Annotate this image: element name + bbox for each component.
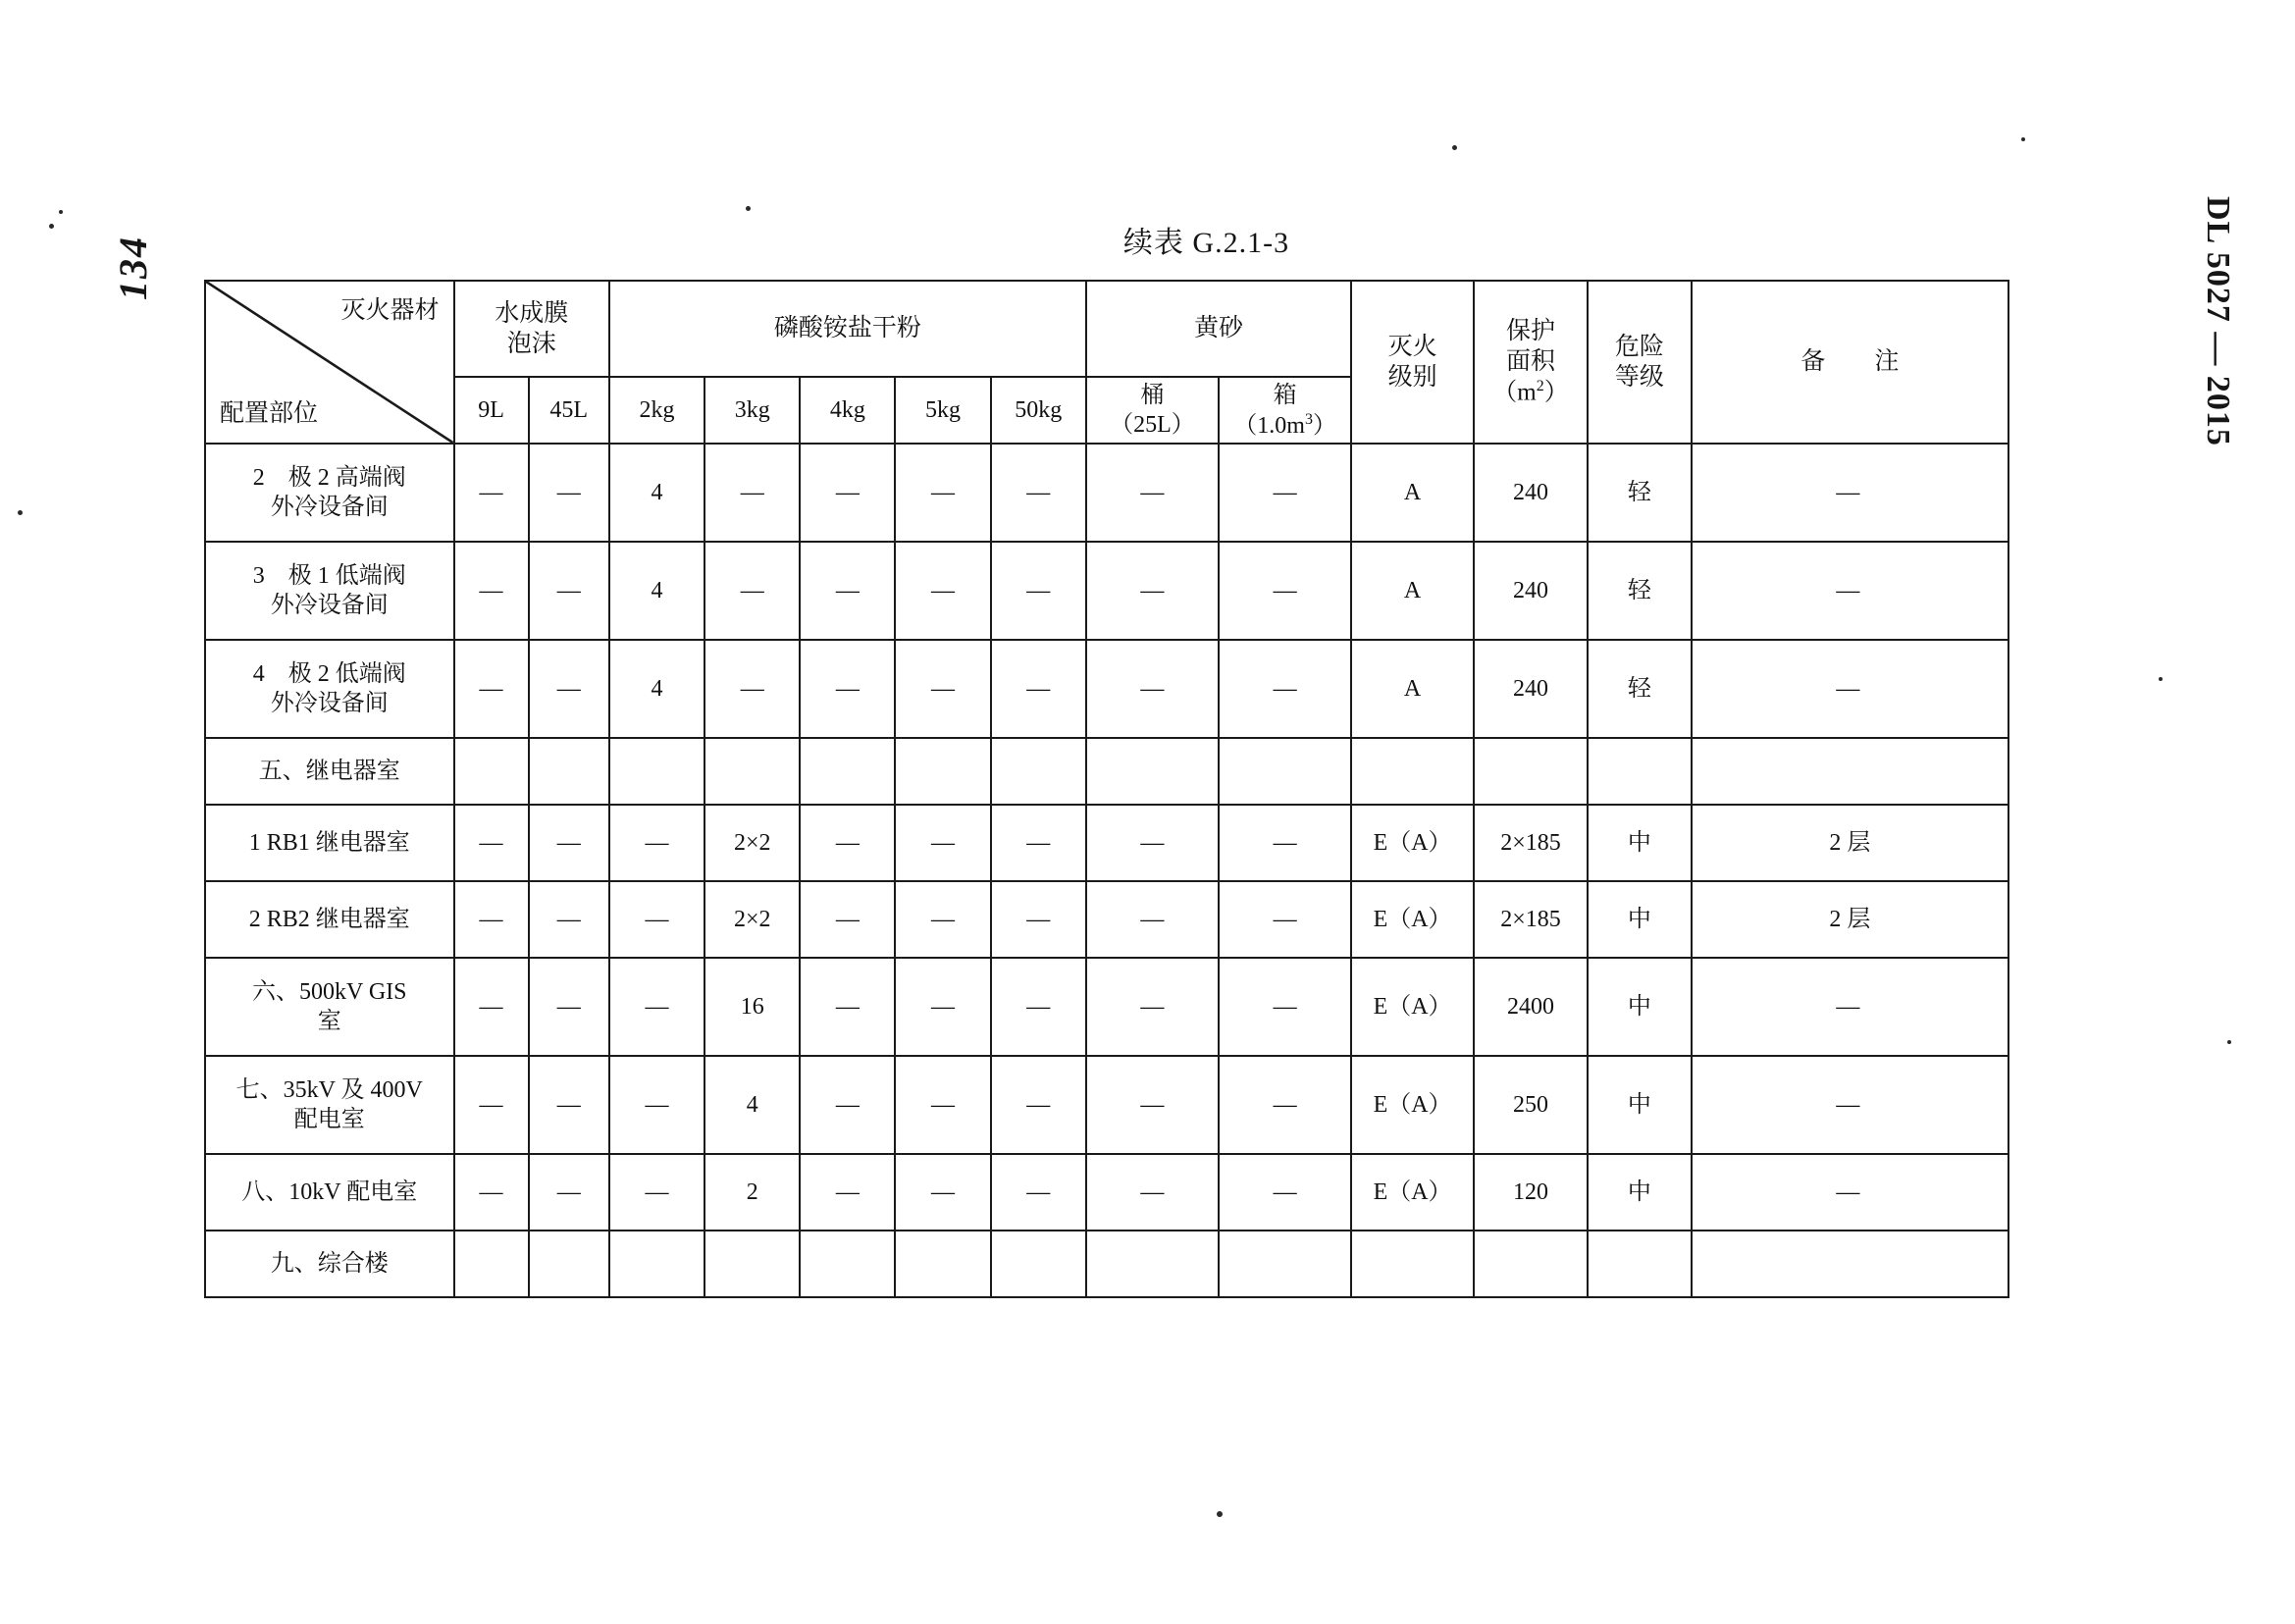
cell-protect-area: 240 bbox=[1474, 444, 1588, 542]
cell-powder-3kg bbox=[704, 1231, 800, 1297]
row-label-section: 九、综合楼 bbox=[205, 1231, 454, 1297]
cell-powder-50kg: — bbox=[991, 958, 1086, 1056]
cell-powder-2kg: 4 bbox=[609, 542, 704, 640]
cell-sand-box: — bbox=[1219, 640, 1351, 738]
cell-risk-level: 中 bbox=[1588, 958, 1692, 1056]
row-label: 六、500kV GIS 室 bbox=[205, 958, 454, 1056]
cell-powder-5kg bbox=[895, 738, 990, 805]
subheader-powder-50kg: 50kg bbox=[991, 377, 1086, 444]
cell-powder-5kg: — bbox=[895, 805, 990, 881]
cell-powder-3kg: — bbox=[704, 640, 800, 738]
row-label: 八、10kV 配电室 bbox=[205, 1154, 454, 1231]
table-row-section bbox=[205, 1231, 2008, 1297]
cell-protect-area: 250 bbox=[1474, 1056, 1588, 1154]
cell-foam-45l: — bbox=[529, 805, 609, 881]
cell-risk-level bbox=[1588, 1231, 1692, 1297]
cell-foam-45l: — bbox=[529, 958, 609, 1056]
cell-fire-class: E（A） bbox=[1351, 1056, 1474, 1154]
cell-powder-4kg bbox=[800, 1231, 895, 1297]
cell-powder-50kg: — bbox=[991, 542, 1086, 640]
cell-powder-2kg: — bbox=[609, 805, 704, 881]
cell-sand-bucket: — bbox=[1086, 640, 1219, 738]
cell-powder-5kg: — bbox=[895, 542, 990, 640]
page-number: 134 bbox=[111, 236, 155, 300]
table-row bbox=[205, 1056, 2008, 1154]
cell-powder-5kg: — bbox=[895, 1056, 990, 1154]
cell-powder-4kg: — bbox=[800, 542, 895, 640]
cell-remark: 2 层 bbox=[1692, 805, 2008, 881]
cell-foam-9l: — bbox=[454, 881, 529, 958]
cell-foam-9l: — bbox=[454, 1154, 529, 1231]
table-row-section bbox=[205, 738, 2008, 805]
cell-sand-bucket: — bbox=[1086, 958, 1219, 1056]
cell-powder-5kg: — bbox=[895, 881, 990, 958]
cell-remark: — bbox=[1692, 1056, 2008, 1154]
group-header-dry-powder: 磷酸铵盐干粉 bbox=[609, 281, 1086, 377]
table-caption-text: 续表 G.2.1-3 bbox=[1122, 227, 1290, 259]
subheader-powder-3kg: 3kg bbox=[704, 377, 800, 444]
cell-sand-bucket: — bbox=[1086, 805, 1219, 881]
cell-fire-class: A bbox=[1351, 444, 1474, 542]
cell-powder-3kg: 2×2 bbox=[704, 881, 800, 958]
cell-foam-9l: — bbox=[454, 542, 529, 640]
cell-powder-50kg: — bbox=[991, 805, 1086, 881]
cell-protect-area bbox=[1474, 1231, 1588, 1297]
row-label: 七、35kV 及 400V 配电室 bbox=[205, 1056, 454, 1154]
cell-protect-area: 240 bbox=[1474, 542, 1588, 640]
subheader-foam-45l: 45L bbox=[529, 377, 609, 444]
cell-risk-level: 中 bbox=[1588, 1154, 1692, 1231]
cell-powder-5kg: — bbox=[895, 444, 990, 542]
cell-foam-9l bbox=[454, 738, 529, 805]
cell-risk-level: 中 bbox=[1588, 881, 1692, 958]
cell-powder-4kg: — bbox=[800, 881, 895, 958]
cell-sand-box: — bbox=[1219, 444, 1351, 542]
group-header-foam-line1: 水成膜 bbox=[495, 299, 569, 327]
print-speck bbox=[746, 206, 751, 211]
cell-powder-2kg: 4 bbox=[609, 444, 704, 542]
row-label: 4 极 2 低端阀 外冷设备间 bbox=[205, 640, 454, 738]
subheader-sand-box: 箱 $(1.0m^3)$ bbox=[1219, 377, 1351, 444]
print-speck bbox=[2227, 1040, 2231, 1044]
cell-powder-50kg: — bbox=[991, 444, 1086, 542]
cell-powder-50kg bbox=[991, 1231, 1086, 1297]
cell-powder-5kg: — bbox=[895, 958, 990, 1056]
table-row bbox=[205, 805, 2008, 881]
cell-sand-box: — bbox=[1219, 805, 1351, 881]
header-remark: 备 注 bbox=[1692, 281, 2008, 444]
cell-sand-box bbox=[1219, 1231, 1351, 1297]
cell-remark: — bbox=[1692, 1154, 2008, 1231]
cell-powder-50kg: — bbox=[991, 1056, 1086, 1154]
cell-remark: — bbox=[1692, 444, 2008, 542]
cell-protect-area: 2400 bbox=[1474, 958, 1588, 1056]
cell-foam-45l: — bbox=[529, 1154, 609, 1231]
group-header-foam-line2: 泡沫 bbox=[506, 331, 556, 357]
cell-foam-9l: — bbox=[454, 1056, 529, 1154]
cell-remark bbox=[1692, 738, 2008, 805]
cell-powder-2kg bbox=[609, 738, 704, 805]
cell-powder-5kg: — bbox=[895, 1154, 990, 1231]
cell-sand-box: — bbox=[1219, 881, 1351, 958]
cell-fire-class: E（A） bbox=[1351, 958, 1474, 1056]
cell-powder-3kg: 2 bbox=[704, 1154, 800, 1231]
cell-foam-45l: — bbox=[529, 542, 609, 640]
subheader-sand-bucket: 桶 （25L） bbox=[1086, 377, 1219, 444]
print-speck bbox=[1452, 145, 1457, 150]
table-row bbox=[205, 542, 2008, 640]
cell-foam-9l: — bbox=[454, 805, 529, 881]
cell-powder-3kg: 16 bbox=[704, 958, 800, 1056]
row-label: 2 极 2 高端阀 外冷设备间 bbox=[205, 444, 454, 542]
row-label: 1 RB1 继电器室 bbox=[205, 805, 454, 881]
cell-sand-box: — bbox=[1219, 542, 1351, 640]
header-row-groups bbox=[205, 281, 2008, 377]
cell-risk-level: 中 bbox=[1588, 805, 1692, 881]
subheader-powder-2kg: 2kg bbox=[609, 377, 704, 444]
corner-bottom-label: 配置部位 bbox=[220, 399, 319, 427]
cell-powder-2kg: — bbox=[609, 1056, 704, 1154]
header-risk-level: 危险 等级 bbox=[1588, 281, 1692, 444]
cell-foam-9l: — bbox=[454, 640, 529, 738]
cell-powder-2kg: — bbox=[609, 958, 704, 1056]
table-row bbox=[205, 640, 2008, 738]
row-label: 3 极 1 低端阀 外冷设备间 bbox=[205, 542, 454, 640]
cell-fire-class: A bbox=[1351, 542, 1474, 640]
cell-risk-level bbox=[1588, 738, 1692, 805]
cell-foam-45l: — bbox=[529, 881, 609, 958]
cell-powder-5kg bbox=[895, 1231, 990, 1297]
cell-fire-class bbox=[1351, 1231, 1474, 1297]
cell-powder-4kg bbox=[800, 738, 895, 805]
cell-protect-area: 2×185 bbox=[1474, 881, 1588, 958]
cell-protect-area: 240 bbox=[1474, 640, 1588, 738]
cell-fire-class: E（A） bbox=[1351, 881, 1474, 958]
table-row bbox=[205, 958, 2008, 1056]
cell-powder-50kg: — bbox=[991, 640, 1086, 738]
cell-powder-50kg bbox=[991, 738, 1086, 805]
cell-risk-level: 轻 bbox=[1588, 640, 1692, 738]
cell-powder-4kg: — bbox=[800, 444, 895, 542]
header-protect-area: 保护 面积 $(m^2)$ bbox=[1474, 281, 1588, 444]
cell-fire-class: A bbox=[1351, 640, 1474, 738]
cell-remark bbox=[1692, 1231, 2008, 1297]
group-header-sand: 黄砂 bbox=[1086, 281, 1351, 377]
cell-foam-9l bbox=[454, 1231, 529, 1297]
cell-powder-5kg: — bbox=[895, 640, 990, 738]
cell-powder-50kg: — bbox=[991, 881, 1086, 958]
cell-fire-class bbox=[1351, 738, 1474, 805]
cell-powder-4kg: — bbox=[800, 805, 895, 881]
cell-foam-45l bbox=[529, 738, 609, 805]
cell-powder-4kg: — bbox=[800, 1154, 895, 1231]
subheader-foam-9l: 9L bbox=[454, 377, 529, 444]
cell-powder-4kg: — bbox=[800, 640, 895, 738]
cell-foam-9l: — bbox=[454, 958, 529, 1056]
print-speck bbox=[1217, 1511, 1223, 1517]
cell-sand-box: — bbox=[1219, 1056, 1351, 1154]
cell-fire-class: E（A） bbox=[1351, 805, 1474, 881]
row-label: 2 RB2 继电器室 bbox=[205, 881, 454, 958]
cell-powder-3kg: 4 bbox=[704, 1056, 800, 1154]
cell-protect-area bbox=[1474, 738, 1588, 805]
group-header-foam bbox=[454, 281, 609, 377]
print-speck bbox=[18, 510, 23, 515]
cell-sand-bucket: — bbox=[1086, 1056, 1219, 1154]
subheader-powder-5kg: 5kg bbox=[895, 377, 990, 444]
cell-sand-bucket: — bbox=[1086, 881, 1219, 958]
cell-risk-level: 中 bbox=[1588, 1056, 1692, 1154]
cell-remark: 2 层 bbox=[1692, 881, 2008, 958]
cell-protect-area: 2×185 bbox=[1474, 805, 1588, 881]
cell-powder-4kg: — bbox=[800, 1056, 895, 1154]
header-fire-class: 灭火 级别 bbox=[1351, 281, 1474, 444]
cell-powder-2kg: — bbox=[609, 1154, 704, 1231]
table-caption bbox=[0, 218, 2295, 261]
table-row bbox=[205, 881, 2008, 958]
corner-top-label: 灭火器材 bbox=[340, 297, 440, 324]
fire-equipment-table-wrap bbox=[204, 280, 2009, 1298]
cell-sand-bucket bbox=[1086, 738, 1219, 805]
standard-code: DL 5027 — 2015 bbox=[2200, 196, 2236, 446]
table-header bbox=[205, 281, 2008, 444]
cell-powder-2kg bbox=[609, 1231, 704, 1297]
corner-header-cell bbox=[205, 281, 454, 444]
cell-fire-class: E（A） bbox=[1351, 1154, 1474, 1231]
cell-foam-45l bbox=[529, 1231, 609, 1297]
cell-sand-bucket: — bbox=[1086, 1154, 1219, 1231]
table-row bbox=[205, 1154, 2008, 1231]
cell-powder-50kg: — bbox=[991, 1154, 1086, 1231]
cell-sand-box: — bbox=[1219, 1154, 1351, 1231]
cell-foam-9l: — bbox=[454, 444, 529, 542]
cell-remark: — bbox=[1692, 640, 2008, 738]
print-speck bbox=[2021, 137, 2025, 141]
cell-remark: — bbox=[1692, 542, 2008, 640]
cell-sand-box: — bbox=[1219, 958, 1351, 1056]
cell-remark: — bbox=[1692, 958, 2008, 1056]
cell-risk-level: 轻 bbox=[1588, 542, 1692, 640]
cell-foam-45l: — bbox=[529, 444, 609, 542]
table-body bbox=[205, 444, 2008, 1297]
cell-risk-level: 轻 bbox=[1588, 444, 1692, 542]
print-speck bbox=[2159, 677, 2163, 681]
cell-foam-45l: — bbox=[529, 1056, 609, 1154]
cell-powder-2kg: — bbox=[609, 881, 704, 958]
print-speck bbox=[59, 210, 63, 214]
cell-sand-box bbox=[1219, 738, 1351, 805]
cell-foam-45l: — bbox=[529, 640, 609, 738]
cell-powder-3kg: — bbox=[704, 542, 800, 640]
cell-powder-4kg: — bbox=[800, 958, 895, 1056]
cell-sand-bucket: — bbox=[1086, 542, 1219, 640]
cell-sand-bucket: — bbox=[1086, 444, 1219, 542]
subheader-powder-4kg: 4kg bbox=[800, 377, 895, 444]
table-row bbox=[205, 444, 2008, 542]
cell-sand-bucket bbox=[1086, 1231, 1219, 1297]
cell-powder-3kg: — bbox=[704, 444, 800, 542]
row-label-section: 五、继电器室 bbox=[205, 738, 454, 805]
cell-powder-3kg: 2×2 bbox=[704, 805, 800, 881]
cell-protect-area: 120 bbox=[1474, 1154, 1588, 1231]
fire-equipment-table bbox=[204, 280, 2009, 1298]
cell-powder-3kg bbox=[704, 738, 800, 805]
cell-powder-2kg: 4 bbox=[609, 640, 704, 738]
